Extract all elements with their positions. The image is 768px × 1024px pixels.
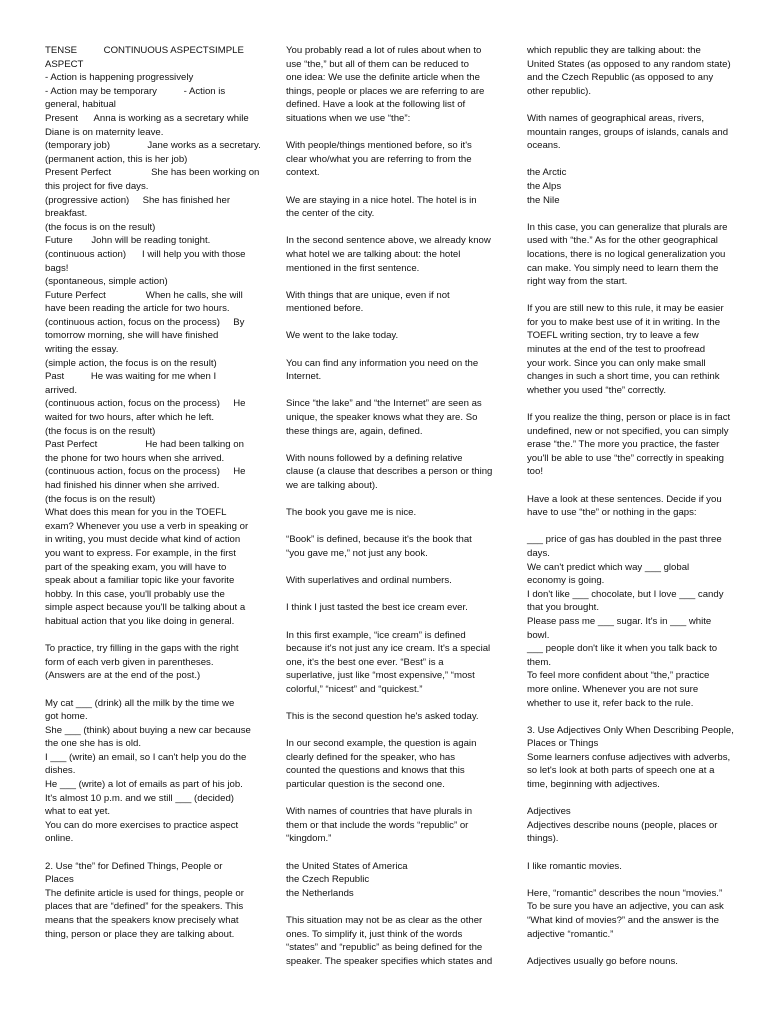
text-line: time, beginning with adjectives.	[527, 779, 660, 791]
paragraph-gap	[527, 153, 733, 167]
text-line: adjective “romantic.”	[527, 928, 614, 940]
paragraph-gap	[286, 520, 492, 534]
text-line: (the focus is on the result)	[45, 221, 156, 233]
text-line: things, people or places we are referring to are	[286, 85, 485, 97]
text-line: To feel more confident about “the,” practice	[527, 670, 710, 682]
paragraph-gap	[286, 588, 492, 602]
paragraph-gap	[527, 98, 733, 112]
text-line: undefined, new or not specified, you can simply	[527, 425, 729, 437]
text-line: counted the questions and knows that this	[286, 765, 465, 777]
text-line: your work. Since you can only make small	[527, 357, 706, 369]
text-line: you want to express. For example, in the first	[45, 547, 236, 559]
paragraph-gap	[286, 561, 492, 575]
text-line: Diane is on maternity leave.	[45, 126, 164, 138]
text-line: Adjectives	[527, 806, 571, 818]
text-line: ___ people don't like it when you talk back to	[527, 643, 718, 655]
text-line: In this case, you can generalize that plurals are	[527, 221, 728, 233]
text-line: With names of geographical areas, rivers,	[527, 112, 705, 124]
text-line: Adjectives describe nouns (people, places or	[527, 819, 718, 831]
text-line: (continuous action, focus on the process) He	[45, 398, 246, 410]
text-line: We can't predict which way ___ global	[527, 561, 690, 573]
text-line: days.	[527, 547, 550, 559]
text-column-2	[286, 44, 492, 968]
text-line: them.	[527, 656, 551, 668]
text-line: (the focus is on the result)	[45, 493, 156, 505]
text-line: Present Perfect She has been working on	[45, 167, 260, 179]
text-line: this project for five days.	[45, 180, 149, 192]
text-line: My cat ___ (drink) all the milk by the time we	[45, 697, 235, 709]
text-line: ___ price of gas has doubled in the past three	[527, 534, 722, 546]
text-line: what to eat yet.	[45, 806, 111, 818]
text-line: You can do more exercises to practice aspect	[45, 819, 239, 831]
text-line: we are talking about).	[286, 480, 378, 491]
text-line: minutes at the end of the test to proofread	[527, 344, 706, 356]
text-line: tomorrow morning, she will have finished	[45, 330, 219, 342]
text-line: To be sure you have an adjective, you can ask	[527, 901, 724, 913]
text-line: the phone for two hours when she arrived.	[45, 452, 225, 464]
text-line: arrived.	[45, 384, 77, 396]
text-line: colorful,” “nicest” and “quickest.”	[286, 683, 423, 695]
text-line: 2. Use “the” for Defined Things, People or	[45, 860, 223, 872]
text-line: more online. Whenever you are not sure	[527, 683, 699, 695]
text-line: these things are, again, defined.	[286, 425, 423, 437]
text-line: Some learners confuse adjectives with adverbs,	[527, 751, 731, 763]
text-line: speak about a familiar topic like your favorite	[45, 575, 235, 587]
paragraph-gap	[286, 316, 492, 330]
text-line: - Action is happening progressively	[45, 72, 194, 84]
paragraph-gap	[527, 207, 733, 221]
text-line: which republic they are talking about: the	[527, 45, 701, 56]
text-line: The book you gave me is nice.	[286, 507, 417, 519]
text-line: (the focus is on the result)	[45, 425, 156, 437]
text-line: - Action may be temporary - Action is	[45, 85, 226, 97]
paragraph-gap	[45, 629, 251, 643]
text-line: With superlatives and ordinal numbers.	[286, 575, 452, 587]
text-line: (permanent action, this is her job)	[45, 153, 188, 165]
text-line: thing, person or place they are talking about.	[45, 928, 235, 940]
paragraph-gap	[527, 289, 733, 303]
text-line: dishes.	[45, 765, 76, 777]
text-line: United States (as opposed to any random state)	[527, 58, 731, 70]
text-line: Places	[45, 874, 74, 886]
text-line: (spontaneous, simple action)	[45, 276, 168, 288]
text-line: This is the second question he's asked today.	[286, 711, 479, 723]
text-line: can make. You simply need to learn them the	[527, 262, 719, 274]
text-line: The definite article is used for things, people or	[45, 887, 244, 899]
text-line: What does this mean for you in the TOEFL	[45, 507, 227, 519]
text-line: breakfast.	[45, 208, 88, 220]
text-line: because it's not just any ice cream. It's a special	[286, 643, 491, 655]
text-line: Past He was waiting for me when I	[45, 371, 217, 383]
text-line: erase “the.” The more you practice, the faster	[527, 439, 720, 451]
paragraph-gap	[45, 846, 251, 860]
text-line: so let's look at both parts of speech one at a	[527, 765, 715, 777]
text-line: what hotel we are talking about: the hotel	[286, 248, 461, 260]
text-line: If you are still new to this rule, it may be easier	[527, 303, 724, 315]
paragraph-gap	[527, 846, 733, 860]
text-line: To practice, try filling in the gaps with the right	[45, 643, 239, 655]
text-line: mountain ranges, groups of islands, canals and	[527, 126, 729, 138]
text-line: the one she has is old.	[45, 738, 142, 750]
text-line: particular question is the second one.	[286, 779, 445, 791]
text-line: He ___ (write) a lot of emails as part of his job.	[45, 779, 243, 791]
text-line: We are staying in a nice hotel. The hotel is in	[286, 194, 477, 206]
text-line: 3. Use Adjectives Only When Describing People,	[527, 724, 734, 736]
text-line: It's almost 10 p.m. and we still ___ (decided)	[45, 792, 234, 804]
text-line: for you to make best use of it in writing. In the	[527, 316, 721, 328]
paragraph-gap	[45, 683, 251, 697]
text-column-3	[527, 44, 733, 968]
paragraph-gap	[286, 384, 492, 398]
text-line: used with “the.” As for the other geographical	[527, 235, 718, 247]
paragraph-gap	[527, 873, 733, 887]
text-line: the Arctic	[527, 167, 567, 179]
paragraph-gap	[527, 941, 733, 955]
text-line: I don't like ___ chocolate, but I love ___ candy	[527, 588, 724, 600]
text-line: (continuous action) I will help you with those	[45, 248, 246, 260]
paragraph-gap	[286, 126, 492, 140]
text-column-1	[45, 44, 261, 941]
text-line: bowl.	[527, 629, 550, 641]
text-line: them or that include the words “republic” or	[286, 819, 469, 831]
text-line: I think I just tasted the best ice cream ever.	[286, 602, 468, 614]
text-line: clear who/what you are referring to from the	[286, 153, 472, 165]
text-line: online.	[45, 833, 74, 845]
text-line: bags!	[45, 262, 69, 274]
text-line: writing the essay.	[45, 344, 119, 356]
text-line: If you realize the thing, person or place is in fact	[527, 412, 731, 424]
text-line: I like romantic movies.	[527, 860, 622, 872]
text-line: clearly defined for the speaker, who has	[286, 751, 456, 763]
paragraph-gap	[286, 180, 492, 194]
text-line: whether you used “the” correctly.	[527, 384, 666, 396]
text-line: defined. Have a look at the following list of	[286, 99, 466, 111]
paragraph-gap	[286, 697, 492, 711]
text-line: (continuous action, focus on the process) He	[45, 466, 246, 478]
text-line: the center of the city.	[286, 208, 375, 220]
text-line: had finished his dinner when she arrived.	[45, 480, 220, 491]
text-line: got home.	[45, 711, 88, 723]
text-line: superlative, just like “most expensive,” “most	[286, 670, 475, 682]
text-line: “What kind of movies?” and the answer is the	[527, 915, 719, 926]
text-line: speaker. The speaker specifies which states and	[286, 955, 493, 967]
text-line: Past Perfect He had been talking on	[45, 439, 244, 451]
text-line: Have a look at these sentences. Decide if you	[527, 493, 722, 505]
text-line: “states” and “republic” as being defined for the	[286, 942, 483, 954]
text-line: With people/things mentioned before, so it's	[286, 140, 472, 152]
text-line: exam? Whenever you use a verb in speaking or	[45, 520, 249, 532]
text-line: waited for two hours, after which he left.	[45, 412, 215, 424]
text-line: (progressive action) She has finished her	[45, 194, 231, 206]
text-line: mentioned in the first sentence.	[286, 262, 420, 274]
paragraph-gap	[527, 520, 733, 534]
text-line: TOEFL writing section, try to leave a few	[527, 330, 699, 342]
paragraph-gap	[286, 615, 492, 629]
paragraph-gap	[527, 792, 733, 806]
text-line: use “the,” but all of them can be reduced to	[286, 58, 469, 70]
text-line: part of the speaking exam, you will have to	[45, 561, 227, 573]
text-line: In our second example, the question is again	[286, 738, 477, 750]
paragraph-gap	[286, 438, 492, 452]
text-line: whether to use it, refer back to the rule.	[527, 697, 694, 709]
text-line: TENSE CONTINUOUS ASPECTSIMPLE	[45, 45, 244, 56]
text-line: Since “the lake” and “the Internet” are seen as	[286, 398, 482, 410]
text-line: In the second sentence above, we already know	[286, 235, 491, 247]
text-line: and the Czech Republic (as opposed to any	[527, 72, 714, 84]
text-line: “kingdom.”	[286, 833, 332, 845]
paragraph-gap	[286, 724, 492, 738]
paragraph-gap	[286, 221, 492, 235]
text-line: economy is going.	[527, 575, 605, 587]
text-line: Adjectives usually go before nouns.	[527, 955, 678, 967]
text-line: (continuous action, focus on the process) By	[45, 316, 245, 328]
text-line: Future Perfect When he calls, she will	[45, 289, 243, 301]
text-line: means that the speakers know precisely what	[45, 915, 239, 926]
text-line: that you brought.	[527, 602, 600, 614]
text-line: (simple action, the focus is on the result)	[45, 357, 217, 369]
text-line: the United States of America	[286, 860, 408, 872]
text-line: With nouns followed by a defining relative	[286, 452, 463, 464]
text-line: situations when we use “the”:	[286, 112, 411, 124]
text-line: places that are “defined” for the speakers. This	[45, 901, 244, 913]
text-line: changes in such a short time, you can rethink	[527, 371, 720, 383]
text-line: the Nile	[527, 194, 560, 206]
text-line: (temporary job) Jane works as a secretary.	[45, 140, 261, 152]
text-line: You probably read a lot of rules about when to	[286, 45, 482, 56]
text-line: clause (a clause that describes a person or thing	[286, 466, 493, 478]
text-line: You can find any information you need on the	[286, 357, 479, 369]
text-line: “Book” is defined, because it's the book that	[286, 534, 472, 546]
text-line: other republic).	[527, 85, 591, 97]
text-line: locations, there is no logical generalization you	[527, 248, 726, 260]
text-line: I ___ (write) an email, so I can't help you do the	[45, 751, 247, 763]
text-line: habitual action that you like doing in general.	[45, 615, 235, 627]
text-line: have to use “the” or nothing in the gaps:	[527, 507, 697, 519]
text-line: right way from the start.	[527, 276, 628, 288]
text-line: in writing, you must decide what kind of action	[45, 534, 241, 546]
text-line: the Alps	[527, 180, 562, 192]
paragraph-gap	[286, 900, 492, 914]
text-line: Future John will be reading tonight.	[45, 235, 211, 247]
paragraph-gap	[286, 493, 492, 507]
text-line: She ___ (think) about buying a new car because	[45, 724, 251, 736]
text-line: Please pass me ___ sugar. It's in ___ white	[527, 615, 712, 627]
text-line: things).	[527, 833, 559, 845]
text-line: context.	[286, 167, 320, 179]
text-line: you'll be able to use “the” correctly in speaking	[527, 452, 725, 464]
paragraph-gap	[286, 792, 492, 806]
paragraph-gap	[286, 275, 492, 289]
text-line: the Czech Republic	[286, 874, 370, 886]
paragraph-gap	[527, 397, 733, 411]
text-line: oceans.	[527, 140, 561, 152]
text-line: “you gave me,” not just any book.	[286, 547, 428, 559]
text-line: We went to the lake today.	[286, 330, 399, 342]
text-line: Internet.	[286, 371, 322, 383]
paragraph-gap	[286, 343, 492, 357]
paragraph-gap	[527, 710, 733, 724]
text-line: This situation may not be as clear as the other	[286, 915, 483, 926]
text-line: mentioned before.	[286, 303, 364, 315]
text-line: simple aspect because you'll be talking about a	[45, 602, 246, 614]
text-line: one, it's the best one ever. “Best” is a	[286, 656, 444, 668]
text-line: In this first example, “ice cream” is defined	[286, 629, 466, 641]
text-line: one idea: We use the definite article when the	[286, 72, 480, 84]
text-line: too!	[527, 466, 544, 478]
text-line: the Netherlands	[286, 887, 354, 899]
text-line: Places or Things	[527, 738, 599, 750]
text-line: With things that are unique, even if not	[286, 289, 450, 301]
text-line: general, habitual	[45, 99, 116, 111]
text-line: With names of countries that have plurals in	[286, 806, 473, 818]
paragraph-gap	[527, 479, 733, 493]
text-line: Present Anna is working as a secretary while	[45, 112, 249, 124]
text-line: (Answers are at the end of the post.)	[45, 670, 201, 682]
text-line: Here, “romantic” describes the noun “movies.”	[527, 887, 723, 899]
text-line: form of each verb given in parentheses.	[45, 656, 214, 668]
text-line: unique, the speaker knows what they are. So	[286, 412, 478, 424]
text-line: ones. To simplify it, just think of the words	[286, 928, 463, 940]
text-line: ASPECT	[45, 58, 84, 70]
text-line: hobby. In this case, you'll probably use the	[45, 588, 225, 600]
text-line: have been reading the article for two hours.	[45, 303, 230, 315]
paragraph-gap	[286, 846, 492, 860]
